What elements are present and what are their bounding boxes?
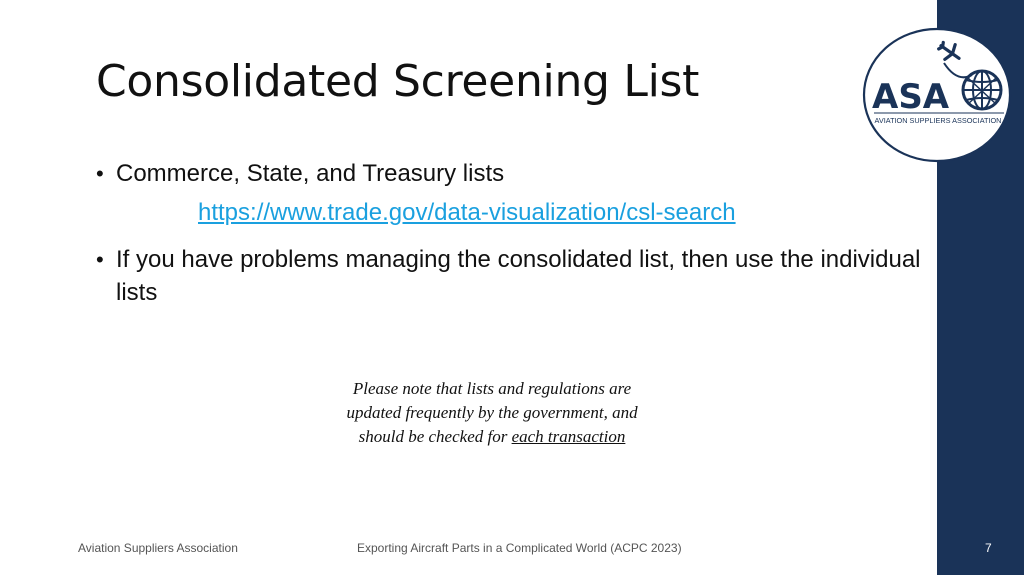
csl-search-link[interactable]: https://www.trade.gov/data-visualization/csl-search [198, 199, 736, 226]
note-text: Please note that lists and regulations are updated frequently by the government, and should be checked for [346, 379, 638, 446]
bullet-dot: • [96, 247, 104, 272]
bullet-text: Commerce, State, and Treasury lists [116, 160, 505, 187]
bullet-text: If you have problems managing the consolidated list, then use the individual lists [116, 246, 921, 306]
asa-logo [862, 27, 1012, 163]
bullet-item [96, 157, 504, 190]
logo-wordmark: ASA [872, 77, 950, 117]
slide-title: Consolidated Screening List [96, 56, 700, 107]
note-emphasis: each transaction [511, 427, 626, 446]
page-number: 7 [985, 541, 992, 555]
footer-organization: Aviation Suppliers Association [78, 541, 238, 555]
bullet-dot: • [96, 161, 104, 186]
logo-tagline: AVIATION SUPPLIERS ASSOCIATION [874, 116, 1002, 125]
update-note [346, 377, 638, 449]
bullet-item [96, 243, 926, 309]
footer-presentation-title: Exporting Aircraft Parts in a Complicated World (ACPC 2023) [357, 541, 682, 555]
